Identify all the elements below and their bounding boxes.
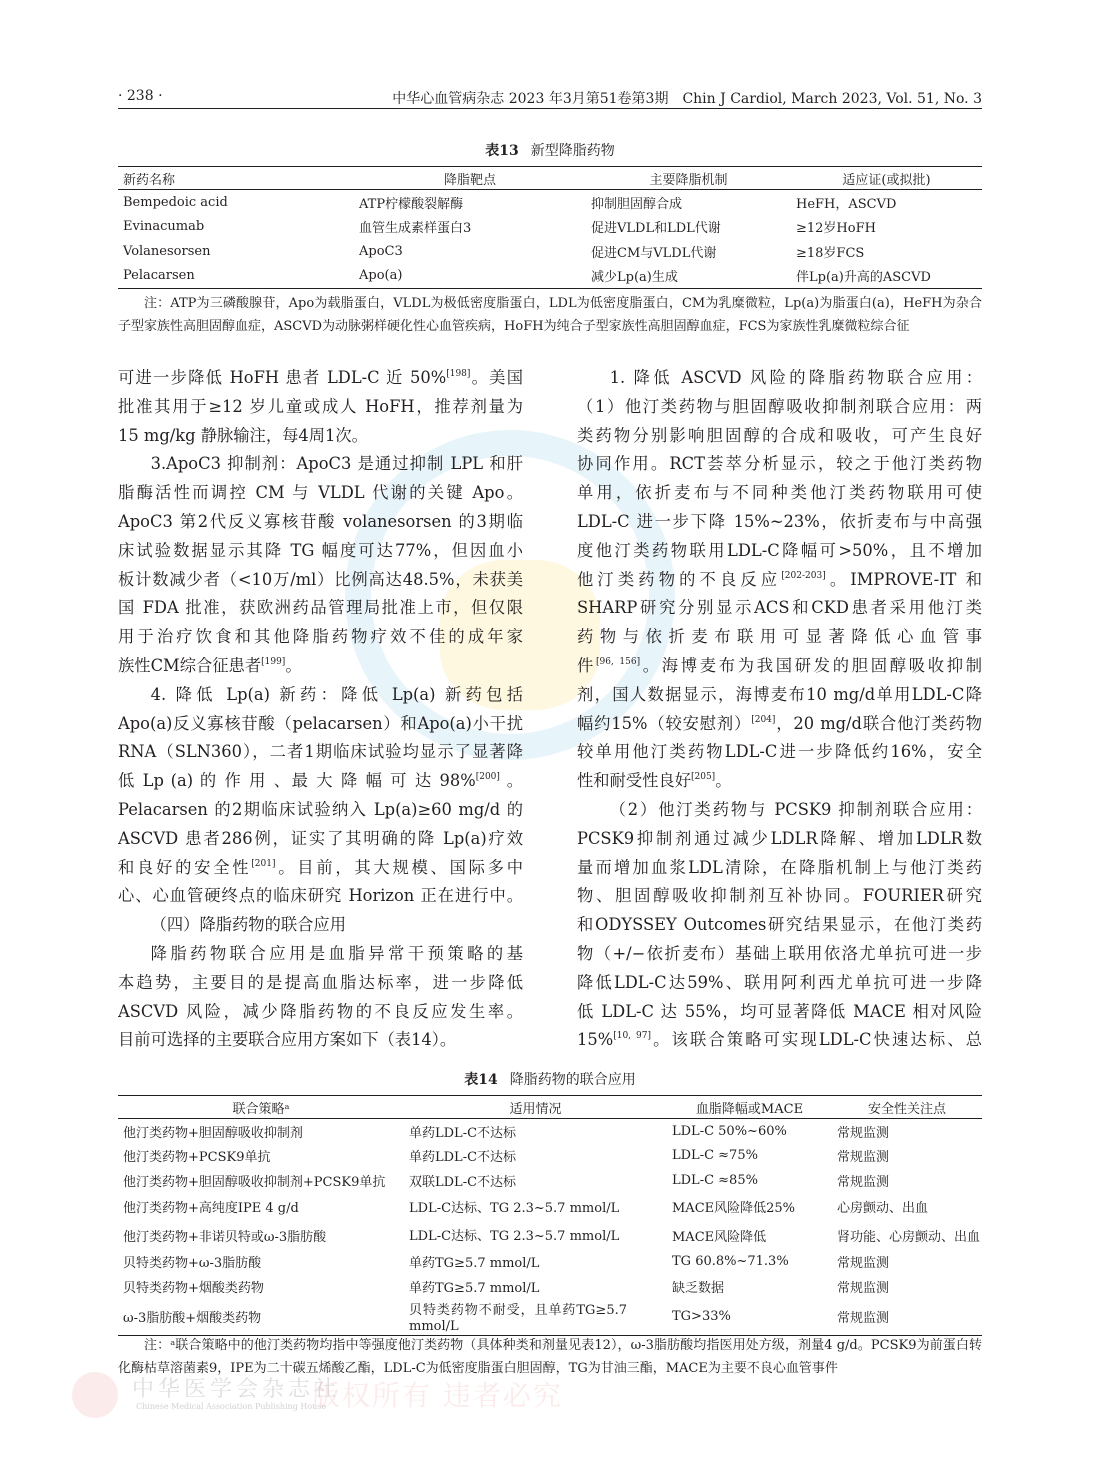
column-header: 联合策略ᵃ — [118, 1096, 404, 1119]
text-segment: Apo(a)反义寡核苷酸（pelacarsen）和Apo(a)小干扰 — [118, 713, 523, 733]
text-segment: 单用，依折麦布与不同种类他汀类药物联用可使 — [577, 483, 982, 503]
text-segment: 药物与依折麦布联用可显著降低心血管事 — [577, 627, 982, 647]
table-cell: 常规监测 — [837, 1174, 890, 1190]
text-segment: 15 mg/kg 静脉输注，每4周1次。 — [118, 425, 368, 445]
citation-ref: [96, 156] — [596, 656, 641, 667]
text-segment: 批准其用于≥12 岁儿童或成人 HoFH，推荐剂量为 — [118, 396, 523, 416]
citation-ref: [205] — [690, 772, 716, 783]
running-header: 中华心血管病杂志 2023 年3月第51卷第3期 Chin J Cardiol, March 2023, Vol. 51, No. 3 — [392, 91, 982, 107]
text-segment: 。 — [499, 771, 523, 791]
text-segment: SHARP研究分别显示ACS和CKD患者采用他汀类 — [577, 598, 982, 618]
text-segment: 。该联合策略可实现LDL-C快速达标、总 — [651, 1030, 982, 1050]
text-segment: ASCVD 风险，减少降脂药物的不良反应发生率。 — [118, 1001, 523, 1021]
column-header: 新药名称 — [118, 167, 354, 190]
table13-title: 新型降脂药物 — [530, 143, 615, 159]
table13 — [118, 166, 982, 289]
text-segment: 物、胆固醇吸收抑制剂互补协同。FOURIER研究 — [577, 886, 982, 906]
text-line — [118, 796, 523, 825]
table-cell: 肾功能、心房颤动、出血 — [837, 1229, 981, 1245]
table-cell: MACE风险降低25% — [672, 1201, 796, 1217]
text-segment: ，20 mg/d联合他汀类药物 — [775, 713, 982, 733]
table-cell: 贝特类药物+ω-3脂肪酸 — [123, 1256, 262, 1272]
text-line — [577, 537, 982, 566]
text-segment: （四）降脂药物的联合应用 — [150, 915, 346, 935]
text-segment: PCSK9抑制剂通过减少LDLR降解、增加LDLR数 — [577, 828, 982, 848]
text-segment: Pelacarsen 的2期临床试验纳入 Lp(a)≥60 mg/d 的 — [118, 799, 523, 819]
text-line — [118, 710, 523, 739]
text-segment: 4. 降低 Lp(a) 新药：降低 Lp(a) 新药包括 — [150, 684, 523, 704]
body-right-column — [577, 364, 982, 1055]
copyright-notice: 版权所有 违者必究 — [312, 1379, 563, 1412]
text-segment: 族性CM综合征患者 — [118, 655, 262, 675]
text-line — [118, 623, 523, 652]
text-line — [577, 969, 982, 998]
text-segment: 较单用他汀类药物LDL-C进一步降低约16%，安全 — [577, 742, 982, 762]
table-cell: 单药TG≥5.7 mmol/L — [409, 1280, 540, 1296]
citation-ref: [201] — [251, 858, 276, 869]
text-line — [118, 940, 523, 969]
text-line — [577, 710, 982, 739]
text-line — [118, 882, 523, 911]
text-line — [577, 796, 982, 825]
table-cell: 常规监测 — [837, 1311, 890, 1326]
table-cell: 促进VLDL和LDL代谢 — [591, 221, 721, 237]
text-line — [577, 623, 982, 652]
table-cell: 心房颤动、出血 — [837, 1201, 929, 1217]
table-cell: 常规监测 — [837, 1150, 890, 1166]
table-cell: ≥12岁HoFH — [796, 221, 876, 237]
table13-caption — [118, 140, 982, 160]
table-cell: 促进CM与VLDL代谢 — [591, 245, 717, 261]
text-line — [118, 652, 523, 681]
text-line — [577, 681, 982, 710]
text-line — [577, 998, 982, 1027]
table-cell: 双联LDL-C不达标 — [409, 1174, 517, 1190]
table-cell: Volanesorsen — [123, 243, 211, 259]
publisher-watermark-logo — [72, 1372, 592, 1422]
column-header: 降脂靶点 — [354, 167, 586, 190]
text-line — [118, 738, 523, 767]
text-segment: 。 — [715, 771, 732, 791]
table-cell: ≥18岁FCS — [796, 245, 865, 261]
table-cell: 贝特类药物不耐受，且单药TG≥5.7 mmol/L — [409, 1302, 627, 1334]
text-segment: 降脂药物联合应用是血脂异常干预策略的基 — [150, 943, 523, 963]
table-cell: ω-3脂肪酸+烟酸类药物 — [123, 1311, 262, 1326]
text-segment: 类药物分别影响胆固醇的合成和吸收，可产生良好 — [577, 425, 982, 445]
table-cell: TG 60.8%~71.3% — [672, 1254, 789, 1270]
table-row — [118, 1221, 982, 1250]
table-cell: 缺乏数据 — [672, 1280, 725, 1296]
table-cell: ApoC3 — [359, 243, 403, 259]
text-segment: 。 — [285, 655, 302, 675]
citation-ref: [204] — [751, 714, 776, 725]
text-line — [118, 767, 523, 796]
text-line — [118, 479, 523, 508]
text-segment: 和ODYSSEY Outcomes研究结果显示，在他汀类药 — [577, 915, 982, 935]
table-cell: 常规监测 — [837, 1280, 890, 1296]
table-cell: 单药TG≥5.7 mmol/L — [409, 1256, 540, 1272]
table-cell: 他汀类药物+非诺贝特或ω-3脂肪酸 — [123, 1229, 327, 1245]
text-line — [577, 393, 982, 422]
table14-caption — [118, 1069, 982, 1089]
table-row — [118, 1299, 982, 1336]
table-cell: MACE风险降低 — [672, 1229, 767, 1245]
text-segment: 物（+/−依折麦布）基础上联用依洛尤单抗可进一步 — [577, 943, 982, 963]
text-line — [118, 364, 523, 393]
table-cell: 常规监测 — [837, 1125, 890, 1141]
text-line — [577, 882, 982, 911]
text-segment: 15% — [577, 1030, 614, 1050]
table14-label: 表14 — [464, 1072, 498, 1088]
text-line — [577, 450, 982, 479]
table-cell: Pelacarsen — [123, 268, 195, 284]
table-cell: 他汀类药物+胆固醇吸收抑制剂+PCSK9单抗 — [123, 1174, 386, 1190]
table-cell: 他汀类药物+胆固醇吸收抑制剂 — [123, 1125, 303, 1141]
text-segment: 。IMPROVE-IT 和 — [825, 569, 982, 589]
table-cell: 减少Lp(a)生成 — [591, 270, 678, 286]
text-segment: 。目前，其大规模、国际多中 — [275, 857, 523, 877]
text-segment: 。海博麦布为我国研发的胆固醇吸收抑制 — [640, 655, 982, 675]
column-header: 血脂降幅或MACE — [667, 1096, 832, 1119]
text-segment: 心、心血管硬终点的临床研究 Horizon 正在进行中。 — [118, 886, 523, 906]
text-line — [118, 1026, 523, 1055]
citation-ref: [10, 97] — [613, 1031, 651, 1042]
text-line — [118, 998, 523, 1027]
table-row — [118, 1168, 982, 1193]
text-segment: 件 — [577, 655, 596, 675]
table14-note: 注：ᵃ联合策略中的他汀类药物均指中等强度他汀类药物（具体种类和剂量见表12），ω-3脂肪酸均指医用处方级，剂量4 g/d。PCSK9为前蛋白转化酶枯草溶菌素9，IPE为二十碳五烯酸乙酯，LDL-C为低密度脂蛋白胆固醇，TG为甘油三酯，MACE为主要不良心血管事件 — [118, 1338, 982, 1376]
citation-ref: [202-203] — [781, 570, 826, 581]
text-segment: 量而增加血浆LDL清除，在降脂机制上与他汀类药 — [577, 857, 982, 877]
body-left-column — [118, 364, 523, 1055]
table-cell: Apo(a) — [359, 268, 403, 284]
text-segment: 可进一步降低 HoFH 患者 LDL-C 近 50% — [118, 368, 447, 387]
table-cell: TG>33% — [672, 1309, 731, 1324]
text-segment: 3.ApoC3 抑制剂：ApoC3 是通过抑制 LPL 和肝 — [150, 454, 523, 474]
table-cell: LDL-C达标、TG 2.3~5.7 mmol/L — [409, 1200, 620, 1216]
text-line — [118, 911, 523, 940]
table-cell: 他汀类药物+PCSK9单抗 — [123, 1150, 271, 1166]
table-row — [118, 1193, 982, 1222]
table-row — [118, 215, 982, 240]
text-segment: 降低LDL-C达59%、联用阿利西尤单抗可进一步降 — [577, 972, 982, 992]
text-line — [118, 508, 523, 537]
text-line — [577, 479, 982, 508]
publisher-name-en: Chinese Medical Association Publishing House — [136, 1402, 327, 1411]
table-cell: Bempedoic acid — [123, 194, 228, 210]
text-line — [118, 393, 523, 422]
publisher-name-cn: 中华医学会杂志社 — [132, 1377, 341, 1402]
citation-ref: [198] — [446, 369, 471, 379]
text-line — [577, 767, 982, 796]
table-cell: ATP柠檬酸裂解酶 — [359, 196, 464, 212]
text-segment: （2）他汀类药物与 PCSK9 抑制剂联合应用： — [609, 799, 982, 819]
text-segment: 他汀类药物的不良反应 — [577, 569, 782, 589]
text-line — [118, 594, 523, 623]
table-row — [118, 190, 982, 215]
text-line — [118, 566, 523, 595]
column-header: 适应证(或拟批) — [791, 167, 982, 190]
text-segment: ASCVD 患者286例，证实了其明确的降 Lp(a)疗效 — [118, 828, 523, 848]
column-header: 主要降脂机制 — [586, 167, 791, 190]
text-segment: 1. 降低 ASCVD 风险的降脂药物联合应用： — [609, 368, 982, 387]
text-line — [118, 422, 523, 451]
text-segment: 幅约15%（较安慰剂） — [577, 713, 752, 733]
table-cell: 伴Lp(a)升高的ASCVD — [796, 270, 931, 286]
table-row — [118, 1250, 982, 1275]
text-line — [118, 681, 523, 710]
table13-note: 注：ATP为三磷酸腺苷，Apo为载脂蛋白，VLDL为极低密度脂蛋白，LDL为低密度脂蛋白，CM为乳糜微粒，Lp(a)为脂蛋白(a)，HeFH为杂合子型家族性高胆固醇血症，ASCVD为动脉粥样硬化性心血管疾病，HoFH为纯合子型家族性高胆固醇血症，FCS为家族性乳糜微粒综合征 — [118, 296, 982, 334]
table-cell: 他汀类药物+高纯度IPE 4 g/d — [123, 1201, 299, 1217]
table-cell: 抑制胆固醇合成 — [591, 196, 683, 212]
text-line — [577, 1026, 982, 1055]
text-line — [577, 940, 982, 969]
text-line — [118, 537, 523, 566]
table-cell: LDL-C达标、TG 2.3~5.7 mmol/L — [409, 1229, 620, 1245]
text-segment: 本趋势，主要目的是提高血脂达标率，进一步降低 — [118, 972, 523, 992]
text-segment: 目前可选择的主要联合应用方案如下（表14）。 — [118, 1030, 457, 1050]
column-header: 安全性关注点 — [832, 1096, 982, 1119]
text-segment: 国 FDA 批准，获欧洲药品管理局批准上市，但仅限 — [118, 598, 523, 618]
table-row — [118, 1144, 982, 1169]
text-segment: 度他汀类药物联用LDL-C降幅可>50%，且不增加 — [577, 540, 982, 560]
text-line — [577, 566, 982, 595]
table-row — [118, 264, 982, 289]
text-line — [577, 738, 982, 767]
text-line — [577, 422, 982, 451]
publisher-flower-icon — [72, 1372, 118, 1418]
text-segment: 和良好的安全性 — [118, 857, 252, 877]
text-line — [577, 508, 982, 537]
text-segment: LDL-C 进一步下降 15%~23%，依折麦布与中高强 — [577, 511, 982, 531]
text-line — [118, 969, 523, 998]
text-segment: 剂，国人数据显示，海博麦布10 mg/d单用LDL-C降 — [577, 684, 982, 704]
text-line — [577, 854, 982, 883]
text-segment: ApoC3 第2代反义寡核苷酸 volanesorsen 的3期临 — [118, 511, 523, 531]
text-line — [577, 594, 982, 623]
text-segment: 脂酶活性而调控 CM 与 VLDL 代谢的关键 Apo。 — [118, 483, 523, 503]
table-cell: 单药LDL-C不达标 — [409, 1125, 517, 1141]
table-row — [118, 1274, 982, 1299]
text-line — [577, 652, 982, 681]
text-segment: RNA（SLN360），二者1期临床试验均显示了显著降 — [118, 742, 523, 762]
text-segment: 协同作用。RCT荟萃分析显示，较之于他汀类药物 — [577, 454, 982, 474]
header-rule — [118, 108, 982, 109]
table14 — [118, 1095, 982, 1336]
text-segment: （1）他汀类药物与胆固醇吸收抑制剂联合应用：两 — [577, 396, 982, 416]
table-cell: LDL-C 50%~60% — [672, 1123, 787, 1139]
table-cell: 常规监测 — [837, 1256, 890, 1272]
page-number: · 238 · — [118, 88, 163, 104]
table-cell: 单药LDL-C不达标 — [409, 1150, 517, 1166]
table-cell: LDL-C ≈85% — [672, 1172, 758, 1188]
text-segment: 低 Lp (a) 的 作 用 、最 大 降 幅 可 达 98% — [118, 771, 476, 791]
text-line — [118, 854, 523, 883]
table-cell: Evinacumab — [123, 219, 205, 235]
table-cell: HeFH，ASCVD — [796, 196, 897, 212]
table-row — [118, 239, 982, 264]
table14-title: 降脂药物的联合应用 — [509, 1072, 636, 1088]
text-segment: 板计数减少者（<10万/ml）比例高达48.5%，未获美 — [118, 569, 523, 589]
text-line — [118, 825, 523, 854]
text-line — [118, 450, 523, 479]
column-header: 适用情况 — [404, 1096, 667, 1119]
table-row — [118, 1119, 982, 1144]
citation-ref: [200] — [475, 772, 500, 783]
table13-label: 表13 — [485, 143, 519, 159]
text-segment: 用于治疗饮食和其他降脂药物疗效不佳的成年家 — [118, 627, 523, 647]
text-segment: 性和耐受性良好 — [577, 771, 691, 791]
text-segment: 床试验数据显示其降 TG 幅度可达77%，但因血小 — [118, 540, 523, 560]
table-cell: LDL-C ≈75% — [672, 1148, 758, 1164]
table-cell: 血管生成素样蛋白3 — [359, 221, 472, 237]
text-line — [577, 364, 982, 393]
table-cell: 贝特类药物+烟酸类药物 — [123, 1280, 264, 1296]
text-segment: 。美国 — [470, 368, 523, 387]
text-line — [577, 825, 982, 854]
citation-ref: [199] — [261, 656, 286, 667]
text-line — [577, 911, 982, 940]
text-segment: 低 LDL-C 达 55%，均可显著降低 MACE 相对风险 — [577, 1001, 982, 1021]
